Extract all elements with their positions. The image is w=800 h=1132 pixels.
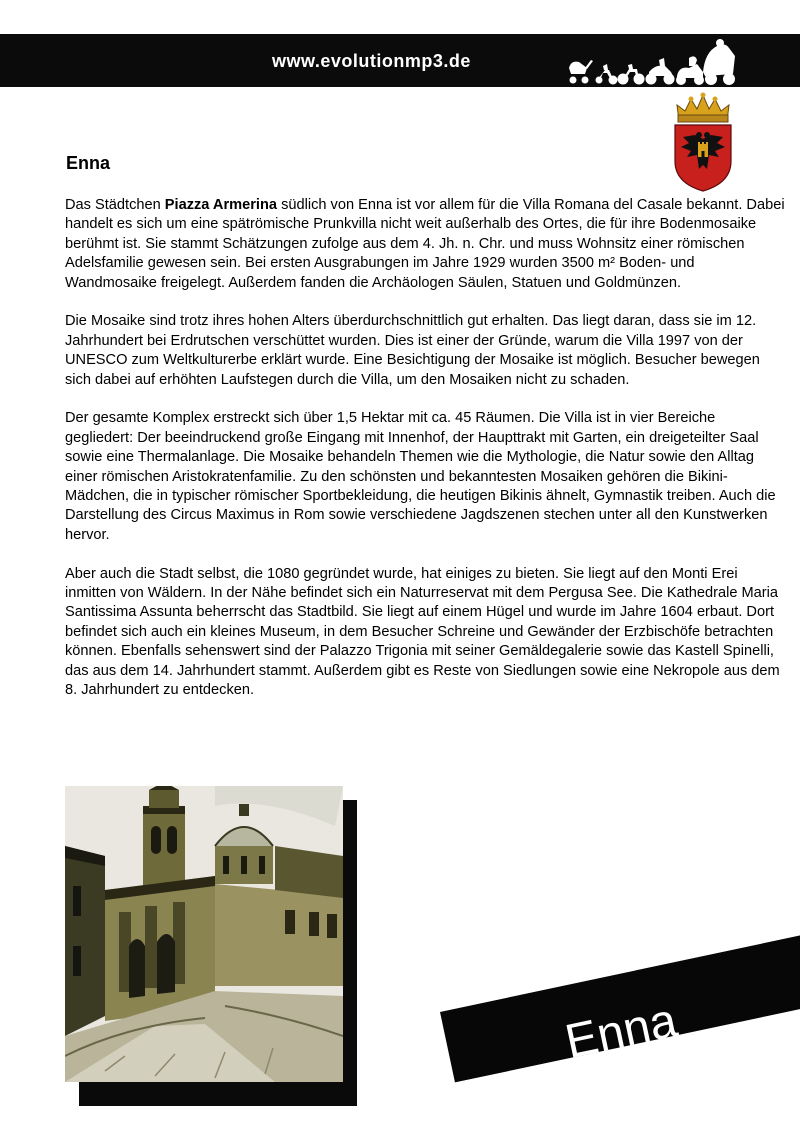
paragraph-text: südlich von Enna ist vor allem für die Villa Romana del Casale bekannt. Dabei handelt es sich um eine spätrömische Prunkvilla nicht weit außerhalb des Ortes, die für ihre Bodenmosaike berühmt ist. Sie stammt Schätzungen zufolge aus dem 4. Jh. n. Chr. und muss Wohnsitz einer römischen Adelsfamilie gewesen sein. Bei ersten Ausgrabungen im Jahre 1929 wurden 3500 m² Boden- und Wandmosaike freigelegt. Außerdem fanden die Archäologen Säulen, Statuen und Goldmünzen.	[65, 197, 785, 291]
header-bar	[0, 34, 800, 87]
vehicle-evolution-icon	[565, 38, 735, 86]
article-body	[65, 196, 785, 720]
paragraph-villa-romana	[65, 196, 785, 293]
paragraph-text: Das Städtchen	[65, 197, 165, 213]
place-name-piazza-armerina: Piazza Armerina	[164, 197, 278, 213]
cathedral-photo	[65, 786, 343, 1082]
page-title: Enna	[66, 153, 111, 173]
paragraph-mosaics: Die Mosaike sind trotz ihres hohen Alters überdurchschnittlich gut erhalten. Das liegt daran, dass sie im 12. Jahrhundert bei Erdrutschen verschüttet wurden. Dies ist einer der Gründe, warum die Villa 1997 von der UNESCO zum Weltkulturerbe erklärt wurde. Eine Besichtigung der Mosaike ist möglich. Besucher bewegen sich dabei auf erhöhten Laufstegen durch die Villa, um den Mosaiken nicht zu schaden.	[65, 313, 760, 388]
site-url[interactable]: www.evolutionmp3.de	[272, 51, 471, 71]
paragraph-complex: Der gesamte Komplex erstreckt sich über 1,5 Hektar mit ca. 45 Räumen. Die Villa ist in vier Bereiche gegliedert: Der beeindruckend große Eingang mit Innenhof, der Haupttrakt mit Garten, ein dreigeteilter Saal sowie eine Thermalanlage. Die Mosaike behandeln Themen wie die Mythologie, die Natur sowie den Alltag einer römischen Aristokratenfamilie. Zu den schönsten und bekanntesten Mosaiken gehören die Bikini-Mädchen, die in typischer römischer Sportbekleidung, die heutigen Bikinis ähnelt, Gymnastik treiben. Auch die Darstellung des Circus Maximus in Rom sowie verschiedene Jagdszenen stechen unter all den Kunstwerken hervor.	[65, 410, 776, 543]
banner-label: Enna	[560, 993, 682, 1070]
enna-coat-of-arms-icon	[669, 91, 737, 193]
paragraph-city: Aber auch die Stadt selbst, die 1080 gegründet wurde, hat einiges zu bieten. Sie liegt auf den Monti Erei inmitten von Wäldern. In der Nähe befindet sich ein Naturreservat mit dem Pergusa See. Die Kathedrale Maria Santissima Assunta beherrscht das Stadtbild. Sie liegt auf einem Hügel und wurde im Jahre 1604 erbaut. Dort befindet sich auch ein kleines Museum, in dem Besucher Schreine und Gewänder der Erzbischöfe betrachten können. Ebenfalls sehenswert sind der Palazzo Trigonia mit seiner Gemäldegalerie sowie das Kastell Spinelli, das aus dem 14. Jahrhundert stammt. Außerdem gibt es Reste von Siedlungen sowie eine Nekropole aus dem 8. Jahrhundert zu entdecken.	[65, 565, 780, 699]
